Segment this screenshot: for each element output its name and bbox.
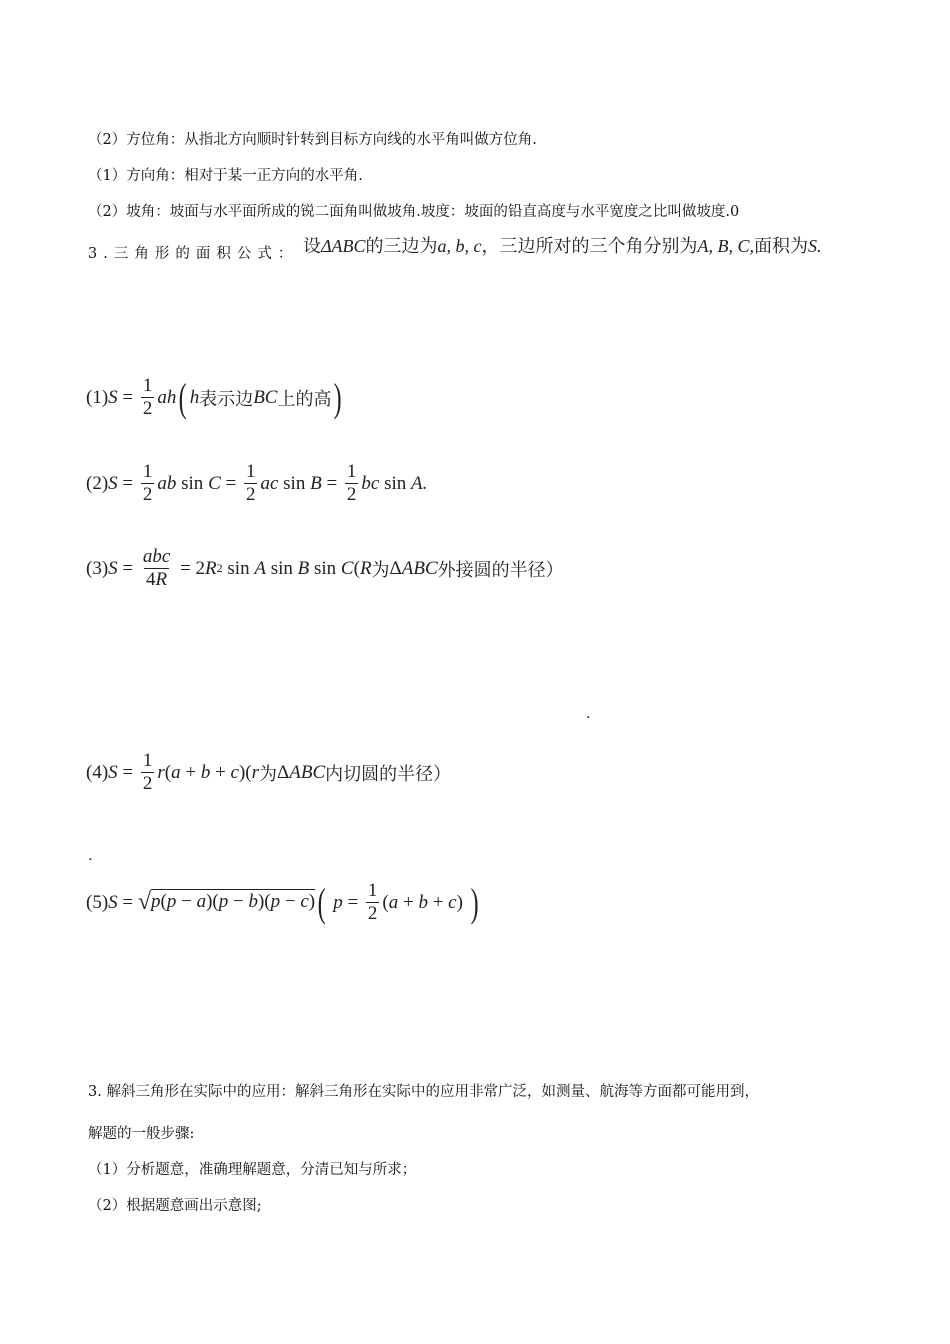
- area-formula-3: (3) S = $\frac{\text{abc}}{4R}$ = 2 R 2 sin A sin B sin C ( R 为 Δ ABC 外接圆的半径）: [86, 546, 564, 590]
- text-line-azimuth: （2）方位角：从指北方向顺时针转到目标方向线的水平角叫做方位角.: [88, 132, 537, 148]
- application-paragraph: 3. 解斜三角形在实际中的应用：解斜三角形在实际中的应用非常广泛，如测量、航海等方面都可能用到，: [88, 1084, 759, 1100]
- step-1: （1）分析题意，准确理解题意，分清已知与所求；: [88, 1162, 417, 1178]
- area-formula-heading: 3.三角形的面积公式：: [88, 246, 299, 262]
- stray-dot: .: [586, 706, 591, 722]
- stray-dot: .: [88, 848, 93, 864]
- area-formula-intro: [88, 232, 822, 262]
- area-formula-4: (4) S = $\frac{1}{2}$ r ( a + b + c )( r 为 Δ ABC 内切圆的半径）: [86, 750, 452, 794]
- application-steps-heading: 解题的一般步骤:: [88, 1126, 195, 1142]
- area-formula-setup: 设ΔABC的三边为a, b, c，三边所对的三个角分别为A, B, C,面积为S.: [302, 236, 822, 257]
- area-formula-1: (1) S = $\frac{1}{2}$ ah ( h 表示边 BC 上的高 ): [86, 374, 343, 420]
- step-2: （2）根据题意画出示意图;: [88, 1198, 262, 1214]
- text-line-direction-angle: （1）方向角：相对于某一正方向的水平角.: [88, 168, 363, 184]
- area-formula-5: (5) S = √ p(p − a)(p − b)(p − c) ( p = $\frac{1}{2}$ ( a + b + c ) ): [86, 879, 479, 925]
- text-line-slope-angle: （2）坡角：坡面与水平面所成的锐二面角叫做坡角.坡度：坡面的铅直高度与水平宽度之比叫做坡度.0: [88, 204, 740, 220]
- area-formula-2: (2) S = $\frac{1}{2}$ ab sin C = $\frac{1}{2}$ ac sin B = $\frac{1}{2}$ bc sin A.: [86, 461, 428, 505]
